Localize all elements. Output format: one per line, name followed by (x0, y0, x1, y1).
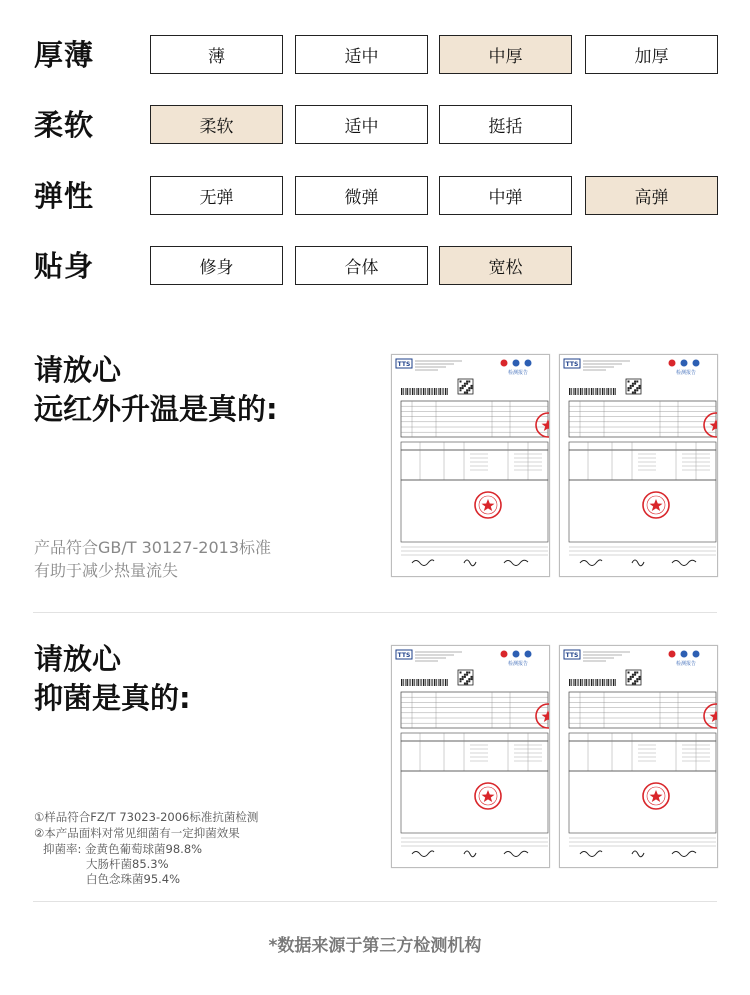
divider (33, 612, 717, 613)
fit-option-regular[interactable]: 合体 (295, 246, 428, 285)
thickness-option-thick[interactable]: 加厚 (585, 35, 718, 74)
section1-note-line1: 产品符合GB/T 30127-2013标准 (34, 538, 272, 557)
fit-option-slim[interactable]: 修身 (150, 246, 283, 285)
fit-row (0, 246, 750, 286)
section2-note-line3: 抑菌率: 金黄色葡萄球菌98.8% (43, 842, 203, 856)
section2-note-line2: ②本产品面料对常见细菌有一定抑菌效果 (34, 826, 240, 840)
report-doc-title: 检测报告 (675, 661, 697, 667)
softness-label: 柔软 (34, 108, 95, 142)
elasticity-label: 弹性 (34, 179, 95, 213)
section2-note-line4: 大肠杆菌85.3% (86, 857, 169, 871)
section2-title-line2: 抑菌是真的: (34, 681, 191, 715)
thickness-label: 厚薄 (34, 38, 95, 72)
report-doc-title: 检测报告 (675, 370, 697, 376)
section2-note-line1: ①样品符合FZ/T 73023-2006标准抗菌检测 (34, 810, 259, 824)
report-logo-text: TTS (565, 652, 579, 659)
thickness-option-medium-thick[interactable]: 中厚 (439, 35, 572, 74)
elasticity-option-medium[interactable]: 中弹 (439, 176, 572, 215)
softness-row (0, 105, 750, 145)
report-doc-title: 检测报告 (507, 661, 529, 667)
thickness-option-thin[interactable]: 薄 (150, 35, 283, 74)
section1-title-line2: 远红外升温是真的: (34, 392, 278, 426)
softness-option-medium[interactable]: 适中 (295, 105, 428, 144)
elasticity-option-slight[interactable]: 微弹 (295, 176, 428, 215)
test-report-image (559, 645, 718, 868)
section1-title-line1: 请放心 (34, 353, 122, 387)
test-report-image (559, 354, 718, 577)
report-doc-title: 检测报告 (507, 370, 529, 376)
report-logo-text: TTS (565, 361, 579, 368)
footer-note: *数据来源于第三方检测机构 (268, 936, 482, 956)
divider (33, 901, 717, 902)
test-report-image (391, 645, 550, 868)
section2-title-line1: 请放心 (34, 642, 122, 676)
elasticity-row (0, 176, 750, 216)
test-report-image (391, 354, 550, 577)
fit-option-loose[interactable]: 宽松 (439, 246, 572, 285)
section1-note-line2: 有助于减少热量流失 (34, 561, 179, 580)
thickness-option-medium[interactable]: 适中 (295, 35, 428, 74)
section2-note-line5: 白色念珠菌95.4% (86, 872, 181, 886)
report-logo-text: TTS (397, 361, 411, 368)
elasticity-option-high[interactable]: 高弹 (585, 176, 718, 215)
thickness-row (0, 35, 750, 75)
softness-option-stiff[interactable]: 挺括 (439, 105, 572, 144)
report-logo-text: TTS (397, 652, 411, 659)
elasticity-option-none[interactable]: 无弹 (150, 176, 283, 215)
fit-label: 贴身 (34, 249, 95, 283)
softness-option-soft[interactable]: 柔软 (150, 105, 283, 144)
